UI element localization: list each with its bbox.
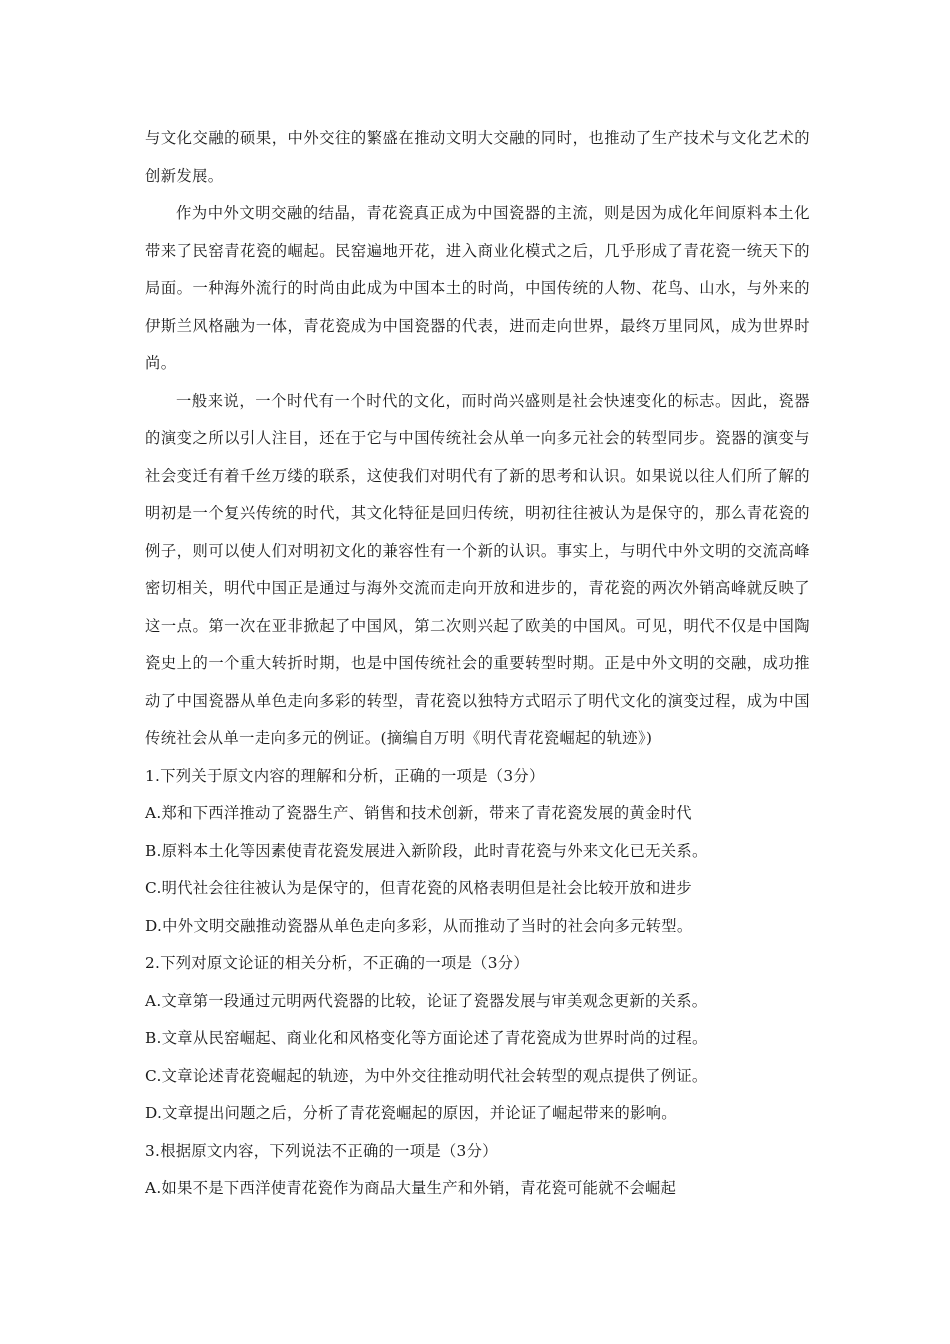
question-stem: 1.下列关于原文内容的理解和分析，正确的一项是（3分） xyxy=(145,766,545,785)
option-a: A.郑和下西洋推动了瓷器生产、销售和技术创新，带来了青花瓷发展的黄金时代 xyxy=(145,804,692,822)
passage-paragraph-2: 作为中外文明交融的结晶，青花瓷真正成为中国瓷器的主流，则是因为成化年间原料本土化带来了民窑青花瓷的崛起。民窑遍地开花，进入商业化模式之后，几乎形成了青花瓷一统天下的局面。一种海外流行的时尚由此成为中国本土的时尚，中国传统的人物、花鸟、山水，与外来的伊斯兰风格融为一体，青花瓷成为中国瓷器的代表，进而走向世界，最终万里同风，成为世界时尚。 xyxy=(145,204,810,372)
question-3 xyxy=(145,1133,810,1208)
passage-paragraph-1: 与文化交融的硕果，中外交往的繁盛在推动文明大交融的同时，也推动了生产技术与文化艺术的创新发展。 xyxy=(145,129,810,185)
option-b: B.原料本土化等因素使青花瓷发展进入新阶段，此时青花瓷与外来文化已无关系。 xyxy=(145,841,708,860)
question-2 xyxy=(145,945,810,1133)
question-stem: 3.根据原文内容，下列说法不正确的一项是（3分） xyxy=(145,1141,498,1160)
passage-paragraph-3: 一般来说，一个时代有一个时代的文化，而时尚兴盛则是社会快速变化的标志。因此，瓷器的演变之所以引人注目，还在于它与中国传统社会从单一向多元社会的转型同步。瓷器的演变与社会变迁有着千丝万缕的联系，这使我们对明代有了新的思考和认识。如果说以往人们所了解的明初是一个复兴传统的时代，其文化特征是回归传统，明初往往被认为是保守的，那么青花瓷的例子，则可以使人们对明初文化的兼容性有一个新的认识。事实上，与明代中外文明的交流高峰密切相关，明代中国正是通过与海外交流而走向开放和进步的，青花瓷的两次外销高峰就反映了这一点。第一次在亚非掀起了中国风，第二次则兴起了欧美的中国风。可见，明代不仅是中国陶瓷史上的一个重大转折时期，也是中国传统社会的重要转型时期。正是中外文明的交融，成功推动了中国瓷器从单色走向多彩的转型，青花瓷以独特方式昭示了明代文化的演变过程，成为中国传统社会从单一走向多元的例证。(摘编自万明《明代青花瓷崛起的轨迹》) xyxy=(145,391,810,747)
option-a: A.文章第一段通过元明两代瓷器的比较，论证了瓷器发展与审美观念更新的关系。 xyxy=(145,991,708,1010)
question-stem: 2.下列对原文论证的相关分析，不正确的一项是（3分） xyxy=(145,954,529,972)
page-content xyxy=(145,120,810,1208)
option-b: B.文章从民窑崛起、商业化和风格变化等方面论述了青花瓷成为世界时尚的过程。 xyxy=(145,1029,708,1047)
option-c: C.文章论述青花瓷崛起的轨迹，为中外交往推动明代社会转型的观点提供了例证。 xyxy=(145,1066,708,1085)
option-a: A.如果不是下西洋使青花瓷作为商品大量生产和外销，青花瓷可能就不会崛起 xyxy=(145,1179,677,1197)
option-c: C.明代社会往往被认为是保守的，但青花瓷的风格表明但是社会比较开放和进步 xyxy=(145,879,692,897)
question-1 xyxy=(145,758,810,946)
option-d: D.中外文明交融推动瓷器从单色走向多彩，从而推动了当时的社会向多元转型。 xyxy=(145,916,693,935)
option-d: D.文章提出问题之后，分析了青花瓷崛起的原因，并论证了崛起带来的影响。 xyxy=(145,1104,677,1122)
